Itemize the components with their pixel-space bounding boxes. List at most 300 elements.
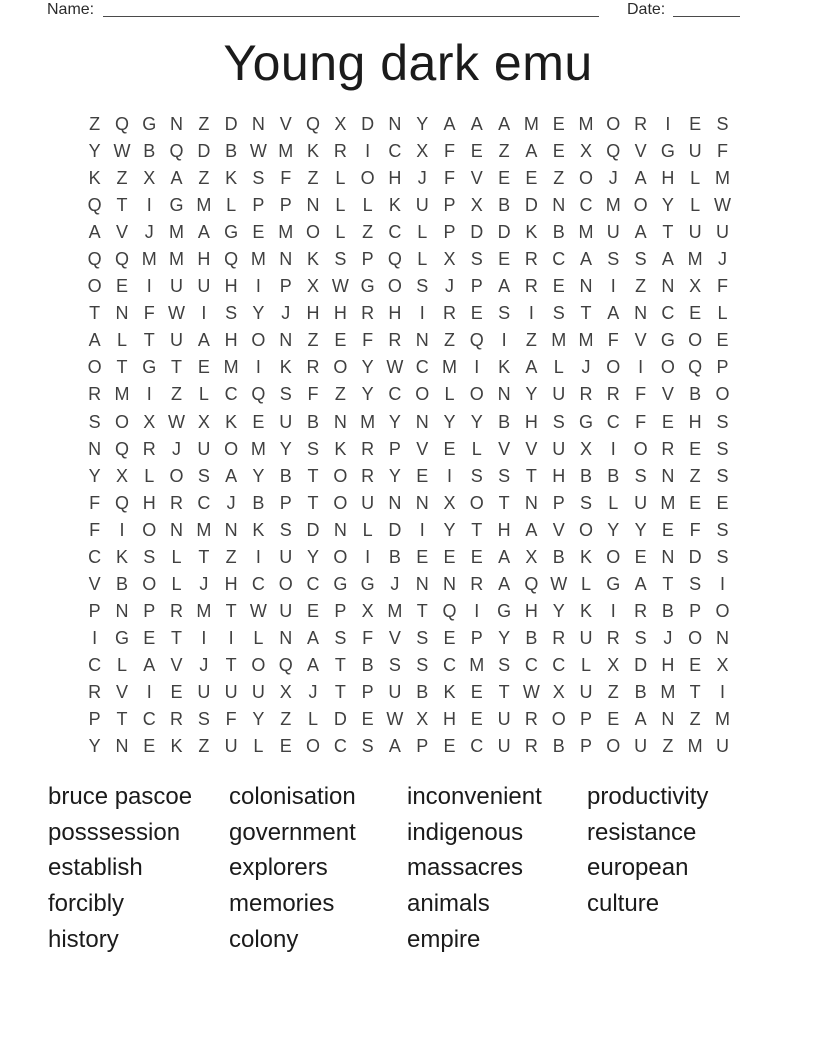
grid-cell: W xyxy=(713,195,731,216)
grid-cell: V xyxy=(470,168,483,189)
grid-cell: T xyxy=(662,222,674,243)
grid-cell: P xyxy=(716,357,729,378)
grid-cell: Z xyxy=(444,330,455,351)
grid-cell: O xyxy=(251,330,266,351)
grid-cell: Z xyxy=(334,384,346,405)
grid-cell: L xyxy=(144,465,155,486)
grid-cell: G xyxy=(360,573,375,594)
word-column xyxy=(48,779,192,958)
grid-cell: X xyxy=(361,600,374,621)
grid-cell: H xyxy=(661,168,675,189)
grid-cell: E xyxy=(115,276,128,297)
grid-cell: X xyxy=(607,654,620,675)
grid-cell: R xyxy=(524,249,538,270)
word-item: explorers xyxy=(229,854,328,882)
grid-cell: A xyxy=(170,168,183,189)
grid-cell: E xyxy=(552,141,565,162)
grid-cell: E xyxy=(498,249,511,270)
grid-cell: T xyxy=(498,492,510,513)
grid-cell: C xyxy=(443,654,456,675)
grid-cell: H xyxy=(197,249,211,270)
grid-cell: T xyxy=(171,357,183,378)
word-item: culture xyxy=(587,890,660,918)
grid-cell: Y xyxy=(361,357,374,378)
grid-cell: R xyxy=(170,709,184,730)
grid-cell: Q xyxy=(169,141,184,162)
grid-cell: F xyxy=(362,627,374,648)
grid-cell: N xyxy=(552,195,566,216)
date-label: Date: xyxy=(627,1,666,18)
grid-cell: H xyxy=(388,168,402,189)
grid-cell: S xyxy=(334,627,347,648)
grid-cell: C xyxy=(552,249,566,270)
grid-cell: V xyxy=(388,627,401,648)
grid-cell: S xyxy=(197,709,210,730)
grid-cell: U xyxy=(170,330,184,351)
grid-cell: L xyxy=(690,168,701,189)
grid-cell: X xyxy=(143,168,156,189)
word-item: massacres xyxy=(407,854,524,882)
grid-cell: M xyxy=(605,195,621,216)
grid-cell: B xyxy=(307,411,320,432)
grid-cell: N xyxy=(524,492,538,513)
word-item: establish xyxy=(48,854,143,882)
grid-cell: S xyxy=(279,384,292,405)
grid-cell: Y xyxy=(525,384,538,405)
grid-cell: N xyxy=(634,303,648,324)
grid-cell: D xyxy=(470,222,484,243)
grid-cell: Y xyxy=(634,519,647,540)
grid-cell: I xyxy=(528,303,534,324)
grid-cell: X xyxy=(443,249,456,270)
grid-cell: F xyxy=(689,519,701,540)
grid-cell: D xyxy=(388,519,402,540)
grid-cell: T xyxy=(89,303,101,324)
word-item: forcibly xyxy=(48,890,125,918)
grid-cell: X xyxy=(579,141,592,162)
puzzle-title: Young dark emu xyxy=(223,35,593,91)
grid-cell: Z xyxy=(607,682,619,702)
grid-cell: E xyxy=(689,114,702,135)
grid-cell: E xyxy=(143,736,156,757)
grid-cell: A xyxy=(498,573,511,594)
grid-cell: U xyxy=(552,438,566,459)
grid-cell: T xyxy=(662,573,674,594)
grid-cell: O xyxy=(633,438,648,459)
grid-cell: O xyxy=(578,519,593,540)
grid-cell: K xyxy=(225,411,238,432)
grid-cell: E xyxy=(416,546,429,567)
grid-cell: E xyxy=(252,222,265,243)
grid-cell: P xyxy=(579,709,592,730)
grid-cell: Y xyxy=(252,303,265,324)
grid-cell: G xyxy=(169,195,184,216)
grid-cell: I xyxy=(146,384,152,405)
grid-cell: B xyxy=(634,682,647,702)
grid-cell: S xyxy=(552,411,565,432)
grid-cell: A xyxy=(525,519,538,540)
grid-cell: R xyxy=(661,438,675,459)
grid-cell: I xyxy=(719,682,725,702)
grid-cell: O xyxy=(688,627,703,648)
grid-cell: F xyxy=(307,384,319,405)
grid-cell: E xyxy=(634,546,647,567)
grid-cell: N xyxy=(443,573,456,594)
grid-cell: O xyxy=(114,411,129,432)
grid-cell: D xyxy=(306,519,320,540)
grid-cell: M xyxy=(169,249,185,270)
grid-cell: O xyxy=(333,492,348,513)
grid-cell: L xyxy=(253,736,264,757)
grid-cell: O xyxy=(578,168,593,189)
grid-cell: S xyxy=(634,249,647,270)
grid-cell: I xyxy=(255,276,261,297)
grid-cell: Y xyxy=(607,519,620,540)
grid-cell: S xyxy=(716,465,729,486)
grid-cell: A xyxy=(225,465,238,486)
grid-cell: A xyxy=(634,709,647,730)
grid-cell: O xyxy=(715,384,730,405)
grid-cell: Z xyxy=(307,168,319,189)
grid-cell: C xyxy=(88,546,102,567)
grid-cell: Q xyxy=(442,600,457,621)
grid-cell: R xyxy=(443,303,456,324)
grid-cell: E xyxy=(661,411,674,432)
grid-cell: O xyxy=(169,465,184,486)
grid-cell: U xyxy=(688,222,702,243)
grid-cell: J xyxy=(417,168,427,189)
grid-cell: P xyxy=(279,195,292,216)
grid-cell: J xyxy=(172,438,182,459)
grid-cell: M xyxy=(578,222,594,243)
grid-cell: P xyxy=(88,600,101,621)
grid-cell: I xyxy=(665,114,671,135)
grid-cell: V xyxy=(115,222,128,243)
grid-cell: P xyxy=(334,600,347,621)
grid-cell: E xyxy=(470,709,483,730)
word-item: history xyxy=(48,925,119,953)
grid-cell: Z xyxy=(198,736,210,757)
grid-cell: B xyxy=(607,465,620,486)
grid-cell: P xyxy=(443,195,456,216)
grid-cell: H xyxy=(497,519,511,540)
grid-cell: F xyxy=(444,168,455,189)
grid-cell: N xyxy=(661,276,675,297)
grid-cell: S xyxy=(579,492,592,513)
grid-cell: P xyxy=(579,736,592,757)
word-column xyxy=(587,779,708,922)
grid-cell: L xyxy=(580,573,591,594)
word-item: inconvenient xyxy=(407,783,542,810)
grid-cell: M xyxy=(387,600,403,621)
grid-cell: L xyxy=(226,195,237,216)
grid-cell: Z xyxy=(362,222,374,243)
grid-cell: Q xyxy=(251,384,266,405)
grid-cell: A xyxy=(197,330,210,351)
grid-cell: B xyxy=(416,682,429,702)
grid-cell: O xyxy=(660,357,675,378)
grid-cell: A xyxy=(634,222,647,243)
grid-cell: J xyxy=(308,682,318,702)
grid-cell: N xyxy=(88,438,102,459)
grid-cell: E xyxy=(279,736,292,757)
grid-cell: J xyxy=(281,303,291,324)
grid-cell: Z xyxy=(525,330,537,351)
grid-cell: S xyxy=(716,438,729,459)
grid-cell: O xyxy=(87,357,102,378)
grid-cell: U xyxy=(552,384,566,405)
grid-cell: S xyxy=(307,438,320,459)
grid-cell: L xyxy=(717,303,728,324)
grid-cell: G xyxy=(333,573,348,594)
grid-cell: B xyxy=(361,654,374,675)
grid-cell: T xyxy=(116,357,128,378)
grid-cell: M xyxy=(714,168,730,189)
grid-cell: S xyxy=(197,465,210,486)
letter-grid xyxy=(81,111,736,760)
grid-cell: N xyxy=(170,519,184,540)
grid-cell: C xyxy=(606,411,620,432)
grid-cell: H xyxy=(224,276,238,297)
grid-cell: S xyxy=(716,411,729,432)
grid-cell: A xyxy=(307,654,320,675)
grid-cell: D xyxy=(497,222,511,243)
grid-cell: I xyxy=(638,357,644,378)
grid-cell: R xyxy=(606,627,620,648)
grid-cell: P xyxy=(470,276,483,297)
grid-cell: O xyxy=(333,357,348,378)
grid-cell: O xyxy=(606,114,621,135)
grid-cell: U xyxy=(197,276,211,297)
grid-cell: M xyxy=(442,357,457,378)
grid-cell: L xyxy=(362,195,373,216)
grid-cell: L xyxy=(471,438,482,459)
grid-cell: J xyxy=(717,249,727,270)
grid-cell: R xyxy=(88,384,102,405)
grid-cell: I xyxy=(146,195,152,216)
grid-cell: V xyxy=(634,141,647,162)
grid-cell: Q xyxy=(387,249,402,270)
grid-cell: O xyxy=(551,709,566,730)
grid-cell: S xyxy=(416,654,429,675)
grid-cell: T xyxy=(498,682,510,702)
grid-cell: I xyxy=(474,357,480,378)
grid-cell: E xyxy=(252,411,265,432)
grid-cell: R xyxy=(170,600,184,621)
grid-cell: G xyxy=(606,573,621,594)
grid-cell: O xyxy=(415,384,430,405)
grid-cell: Y xyxy=(388,465,401,486)
grid-cell: B xyxy=(552,736,565,757)
grid-cell: C xyxy=(415,357,429,378)
grid-cell: R xyxy=(361,303,375,324)
grid-cell: H xyxy=(552,465,566,486)
grid-cell: A xyxy=(634,573,647,594)
grid-cell: N xyxy=(661,709,675,730)
grid-cell: T xyxy=(143,330,155,351)
word-item: indigenous xyxy=(407,818,524,846)
word-item: european xyxy=(587,854,689,882)
grid-cell: A xyxy=(661,249,674,270)
grid-cell: N xyxy=(224,519,238,540)
grid-cell: R xyxy=(634,114,648,135)
grid-cell: U xyxy=(361,492,375,513)
grid-cell: L xyxy=(690,195,701,216)
grid-cell: P xyxy=(279,276,292,297)
grid-cell: Z xyxy=(498,141,510,162)
grid-cell: O xyxy=(715,600,730,621)
grid-cell: W xyxy=(249,600,267,621)
grid-cell: Z xyxy=(689,709,701,730)
grid-cell: G xyxy=(360,276,375,297)
grid-cell: U xyxy=(688,141,702,162)
grid-cell: M xyxy=(250,249,266,270)
grid-cell: I xyxy=(501,330,507,351)
grid-cell: Z xyxy=(553,168,565,189)
grid-cell: Z xyxy=(116,168,128,189)
grid-cell: M xyxy=(278,222,294,243)
word-column xyxy=(407,779,542,958)
grid-cell: H xyxy=(524,600,538,621)
grid-cell: G xyxy=(660,330,675,351)
grid-cell: L xyxy=(362,519,373,540)
grid-cell: R xyxy=(170,492,184,513)
grid-cell: G xyxy=(142,357,157,378)
grid-cell: A xyxy=(498,276,511,297)
grid-cell: S xyxy=(334,249,347,270)
grid-cell: E xyxy=(443,627,456,648)
grid-cell: U xyxy=(279,546,293,567)
grid-cell: O xyxy=(606,357,621,378)
grid-cell: S xyxy=(416,276,429,297)
grid-cell: K xyxy=(388,195,401,216)
grid-cell: R xyxy=(524,276,538,297)
grid-cell: R xyxy=(361,465,375,486)
grid-cell: B xyxy=(388,546,401,567)
grid-cell: D xyxy=(361,114,375,135)
grid-cell: L xyxy=(308,709,319,730)
grid-cell: V xyxy=(634,330,647,351)
grid-cell: T xyxy=(525,465,537,486)
grid-cell: Y xyxy=(361,384,374,405)
grid-cell: J xyxy=(581,357,591,378)
grid-cell: Y xyxy=(88,736,101,757)
grid-cell: X xyxy=(525,546,538,567)
grid-cell: A xyxy=(634,168,647,189)
grid-cell: Q xyxy=(278,654,293,675)
grid-cell: E xyxy=(552,114,565,135)
date-blank-line xyxy=(673,16,740,17)
grid-cell: F xyxy=(89,492,101,513)
grid-cell: B xyxy=(579,465,592,486)
grid-cell: M xyxy=(523,114,539,135)
grid-cell: S xyxy=(388,654,401,675)
grid-cell: T xyxy=(580,303,592,324)
grid-cell: E xyxy=(470,546,483,567)
grid-cell: M xyxy=(578,114,594,135)
word-item: memories xyxy=(229,890,335,918)
grid-cell: X xyxy=(716,654,729,675)
grid-cell: I xyxy=(365,141,371,162)
grid-cell: M xyxy=(660,682,676,702)
grid-cell: R xyxy=(361,438,375,459)
grid-cell: W xyxy=(386,357,404,378)
grid-cell: C xyxy=(197,492,211,513)
grid-cell: Y xyxy=(388,411,401,432)
grid-cell: W xyxy=(168,411,186,432)
grid-cell: D xyxy=(224,114,238,135)
grid-cell: S xyxy=(470,249,483,270)
grid-cell: I xyxy=(201,303,207,324)
grid-cell: L xyxy=(335,222,346,243)
grid-cell: N xyxy=(415,411,429,432)
grid-cell: K xyxy=(279,357,292,378)
grid-cell: Y xyxy=(661,195,674,216)
grid-cell: W xyxy=(168,303,186,324)
grid-cell: O xyxy=(688,330,703,351)
grid-cell: C xyxy=(661,303,675,324)
grid-cell: C xyxy=(388,222,402,243)
grid-cell: Y xyxy=(252,709,265,730)
grid-cell: O xyxy=(333,465,348,486)
grid-cell: T xyxy=(307,492,319,513)
grid-cell: C xyxy=(224,384,238,405)
grid-cell: Y xyxy=(307,546,320,567)
grid-cell: J xyxy=(445,276,454,297)
grid-cell: M xyxy=(469,654,485,675)
grid-cell: L xyxy=(335,168,346,189)
grid-cell: B xyxy=(143,141,156,162)
word-item: government xyxy=(229,818,356,846)
grid-cell: C xyxy=(142,709,156,730)
grid-cell: I xyxy=(365,546,371,567)
grid-cell: N xyxy=(388,492,402,513)
grid-cell: N xyxy=(170,114,184,135)
grid-cell: S xyxy=(416,627,429,648)
grid-cell: M xyxy=(196,600,212,621)
name-blank-line xyxy=(103,16,599,17)
grid-cell: S xyxy=(470,465,483,486)
grid-cell: H xyxy=(688,411,702,432)
grid-cell: R xyxy=(606,384,620,405)
grid-cell: I xyxy=(610,276,616,297)
grid-cell: O xyxy=(469,384,484,405)
grid-cell: X xyxy=(443,492,456,513)
grid-cell: A xyxy=(88,330,101,351)
grid-cell: V xyxy=(552,519,565,540)
grid-cell: N xyxy=(388,114,402,135)
grid-cell: V xyxy=(525,438,538,459)
grid-cell: O xyxy=(306,222,321,243)
grid-cell: K xyxy=(115,546,128,567)
grid-cell: E xyxy=(716,330,729,351)
grid-cell: L xyxy=(253,627,264,648)
grid-cell: B xyxy=(525,627,538,648)
grid-cell: I xyxy=(92,627,98,648)
grid-cell: Q xyxy=(306,114,321,135)
grid-cell: O xyxy=(142,573,157,594)
grid-cell: N xyxy=(579,276,593,297)
grid-cell: U xyxy=(634,736,648,757)
grid-cell: V xyxy=(661,384,674,405)
grid-cell: K xyxy=(443,682,456,702)
grid-cell: E xyxy=(552,276,565,297)
grid-cell: N xyxy=(415,330,429,351)
grid-cell: Z xyxy=(662,736,674,757)
grid-cell: T xyxy=(334,654,346,675)
grid-cell: E xyxy=(470,303,483,324)
grid-cell: N xyxy=(279,249,293,270)
